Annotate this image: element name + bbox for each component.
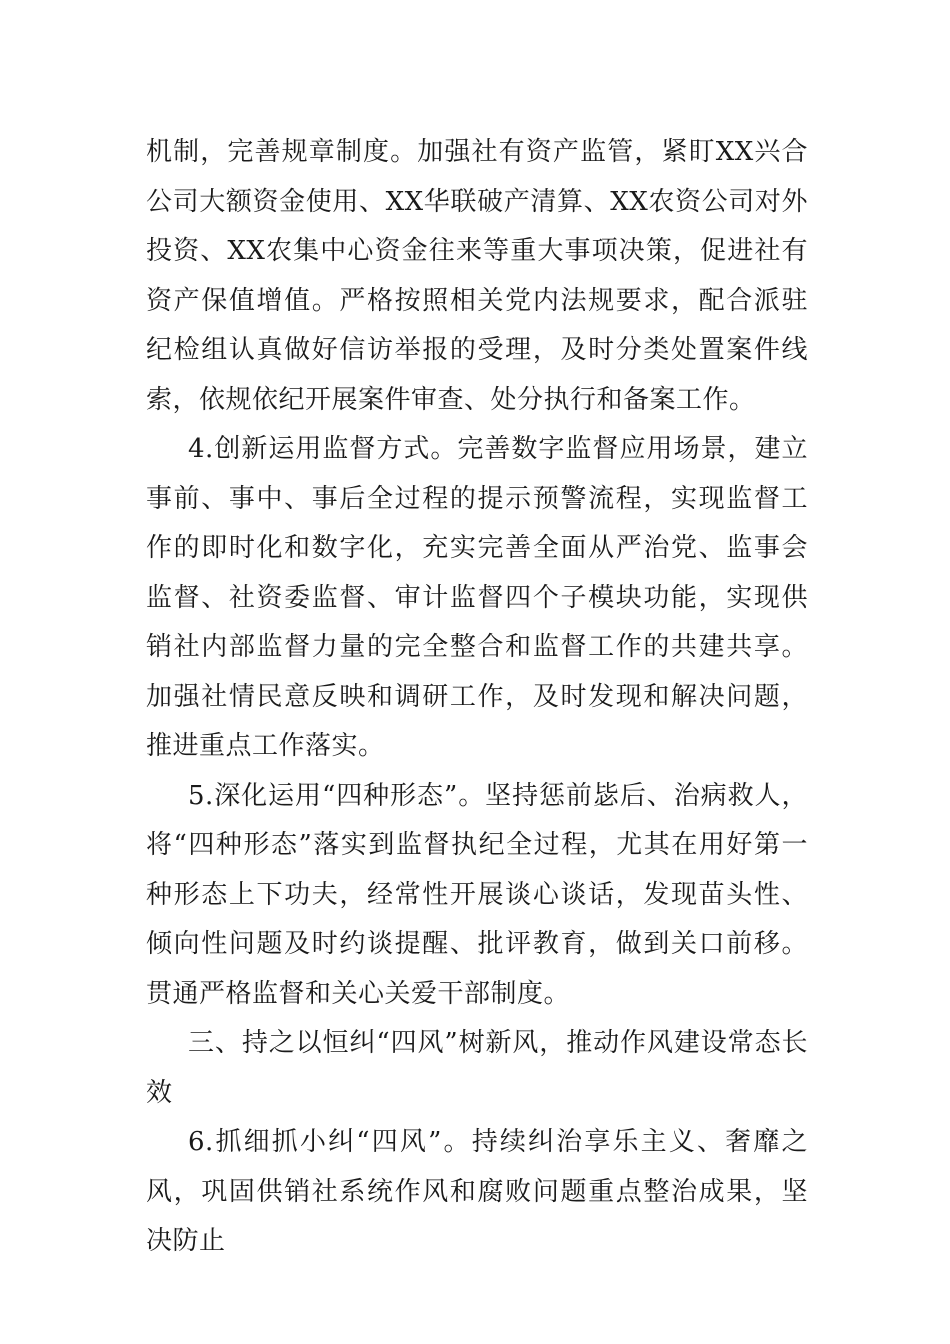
- paragraph-item-4: 4.创新运用监督方式。完善数字监督应用场景，建立事前、事中、事后全过程的提示预警流程，实现监督工作的即时化和数字化，充实完善全面从严治党、监事会监督、社资委监督、审计监督四个子模块功能，实现供销社内部监督力量的完全整合和监督工作的共建共享。加强社情民意反映和调研工作，及时发现和解决问题，推进重点工作落实。: [146, 434, 808, 761]
- paragraph-item-6: 6.抓细抓小纠“四风”。持续纠治享乐主义、奢靡之风，巩固供销社系统作风和腐败问题重点整治成果，坚决防止: [146, 1127, 808, 1256]
- document-body: [146, 128, 808, 1267]
- section-heading-3: 三、持之以恒纠“四风”树新风，推动作风建设常态长效: [146, 1028, 808, 1108]
- paragraph-item-5: 5.深化运用“四种形态”。坚持惩前毖后、治病救人，将“四种形态”落实到监督执纪全过程，尤其在用好第一种形态上下功夫，经常性开展谈心谈话，发现苗头性、倾向性问题及时约谈提醒、批评教育，做到关口前移。贯通严格监督和关心关爱干部制度。: [146, 780, 808, 1009]
- paragraph-continuation: 机制，完善规章制度。加强社有资产监管，紧盯XX兴合公司大额资金使用、XX华联破产清算、XX农资公司对外投资、XX农集中心资金往来等重大事项决策，促进社有资产保值增值。严格按照相关党内法规要求，配合派驻纪检组认真做好信访举报的受理，及时分类处置案件线索，依规依纪开展案件审查、处分执行和备案工作。: [146, 137, 808, 415]
